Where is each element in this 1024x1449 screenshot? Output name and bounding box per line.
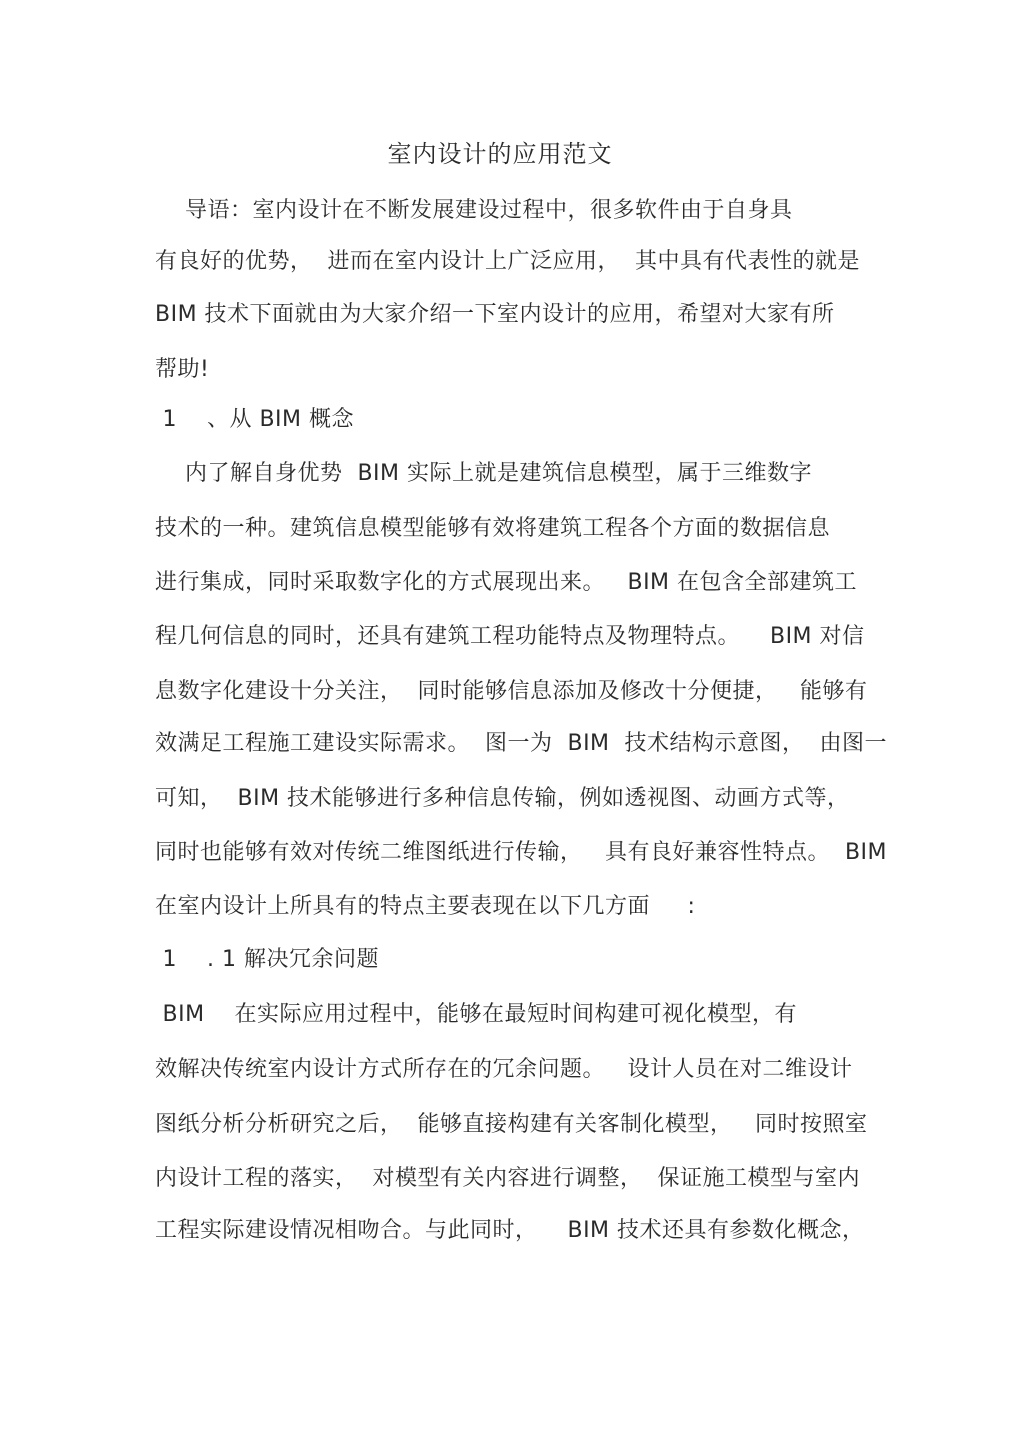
text-line: 进行集成，同时采取数字化的方式展现出来。 BIM 在包含全部建筑工	[155, 570, 858, 595]
text-line: 导语：室内设计在不断发展建设过程中，很多软件由于自身具	[155, 198, 793, 223]
text-line: 息数字化建设十分关注， 同时能够信息添加及修改十分便捷， 能够有	[155, 679, 868, 704]
text-line: 同时也能够有效对传统二维图纸进行传输， 具有良好兼容性特点。 BIM	[155, 840, 888, 865]
text-line: 内设计工程的落实， 对模型有关内容进行调整， 保证施工模型与室内	[155, 1166, 860, 1191]
text-line: 有良好的优势， 进而在室内设计上广泛应用， 其中具有代表性的就是	[155, 249, 860, 274]
text-line: BIM 技术下面就由为大家介绍一下室内设计的应用，希望对大家有所	[155, 302, 835, 327]
section-heading: 1 、从 BIM 概念	[155, 407, 355, 432]
text-line: 内了解自身优势 BIM 实际上就是建筑信息模型，属于三维数字	[155, 461, 813, 486]
text-line: 图纸分析分析研究之后， 能够直接构建有关客制化模型， 同时按照室	[155, 1112, 868, 1137]
text-line: 程几何信息的同时，还具有建筑工程功能特点及物理特点。 BIM 对信	[155, 624, 865, 649]
text-line: BIM 在实际应用过程中，能够在最短时间构建可视化模型，有	[155, 1002, 798, 1027]
page-title: 室内设计的应用范文	[387, 140, 613, 168]
text-line: 技术的一种。建筑信息模型能够有效将建筑工程各个方面的数据信息	[155, 516, 831, 541]
text-line: 工程实际建设情况相吻合。与此同时， BIM 技术还具有参数化概念，	[155, 1218, 865, 1243]
text-line: 在室内设计上所具有的特点主要表现在以下几方面 :	[155, 894, 696, 919]
text-line: 效满足工程施工建设实际需求。 图一为 BIM 技术结构示意图， 由图一	[155, 731, 888, 756]
section-heading: 1 . 1 解决冗余问题	[155, 947, 379, 972]
text-line: 帮助!	[155, 357, 210, 382]
text-line: 可知， BIM 技术能够进行多种信息传输，例如透视图、动画方式等，	[155, 786, 850, 811]
text-line: 效解决传统室内设计方式所存在的冗余问题。 设计人员在对二维设计	[155, 1057, 853, 1082]
